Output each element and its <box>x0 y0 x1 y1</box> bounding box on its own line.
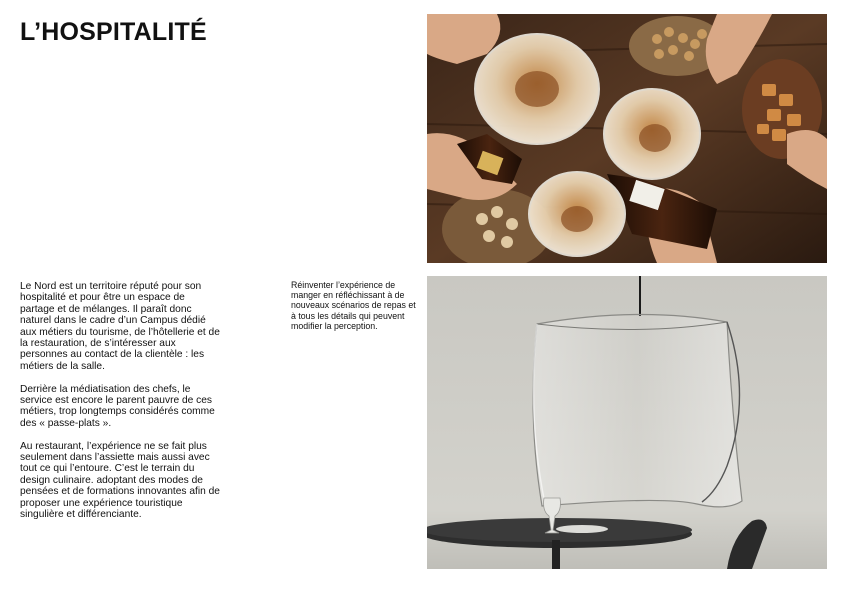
paragraph-intro: Le Nord est un territoire réputé pour son hospitalité et pour être un espace de partage et de mélanges. Il paraît donc naturel dans le cadre d’un Campus dédié aux métiers du tourisme, de l’hôtellerie et de la restauration, de s’intéresser aux personnes au contact de la clientèle : les métiers de la salle. <box>20 281 220 372</box>
body-text-column <box>20 281 220 532</box>
paragraph-service: Derrière la médiatisation des chefs, le service est encore le parent pauvre de ces métiers, trop longtemps considérés comme des « passe-plats ». <box>20 383 215 429</box>
paragraph-culinary-design: Au restaurant, l’expérience ne se fait plus seulement dans l’assiette mais aussi avec tout ce qui l’entoure. C’est le terrain du design culinaire. adoptant des modes de pensées et de formations innovantes afin de proposer une expérience touristique singulière et différenciante. <box>20 440 220 521</box>
dome-installation-photo <box>427 276 827 569</box>
toast-photo <box>427 14 827 263</box>
side-note: Réinventer l’expérience de manger en réfléchissant à de nouveaux scénarios de repas et à tous les détails qui peuvent modifier la perception. <box>291 280 416 331</box>
page-title: L’HOSPITALITÉ <box>20 18 207 46</box>
